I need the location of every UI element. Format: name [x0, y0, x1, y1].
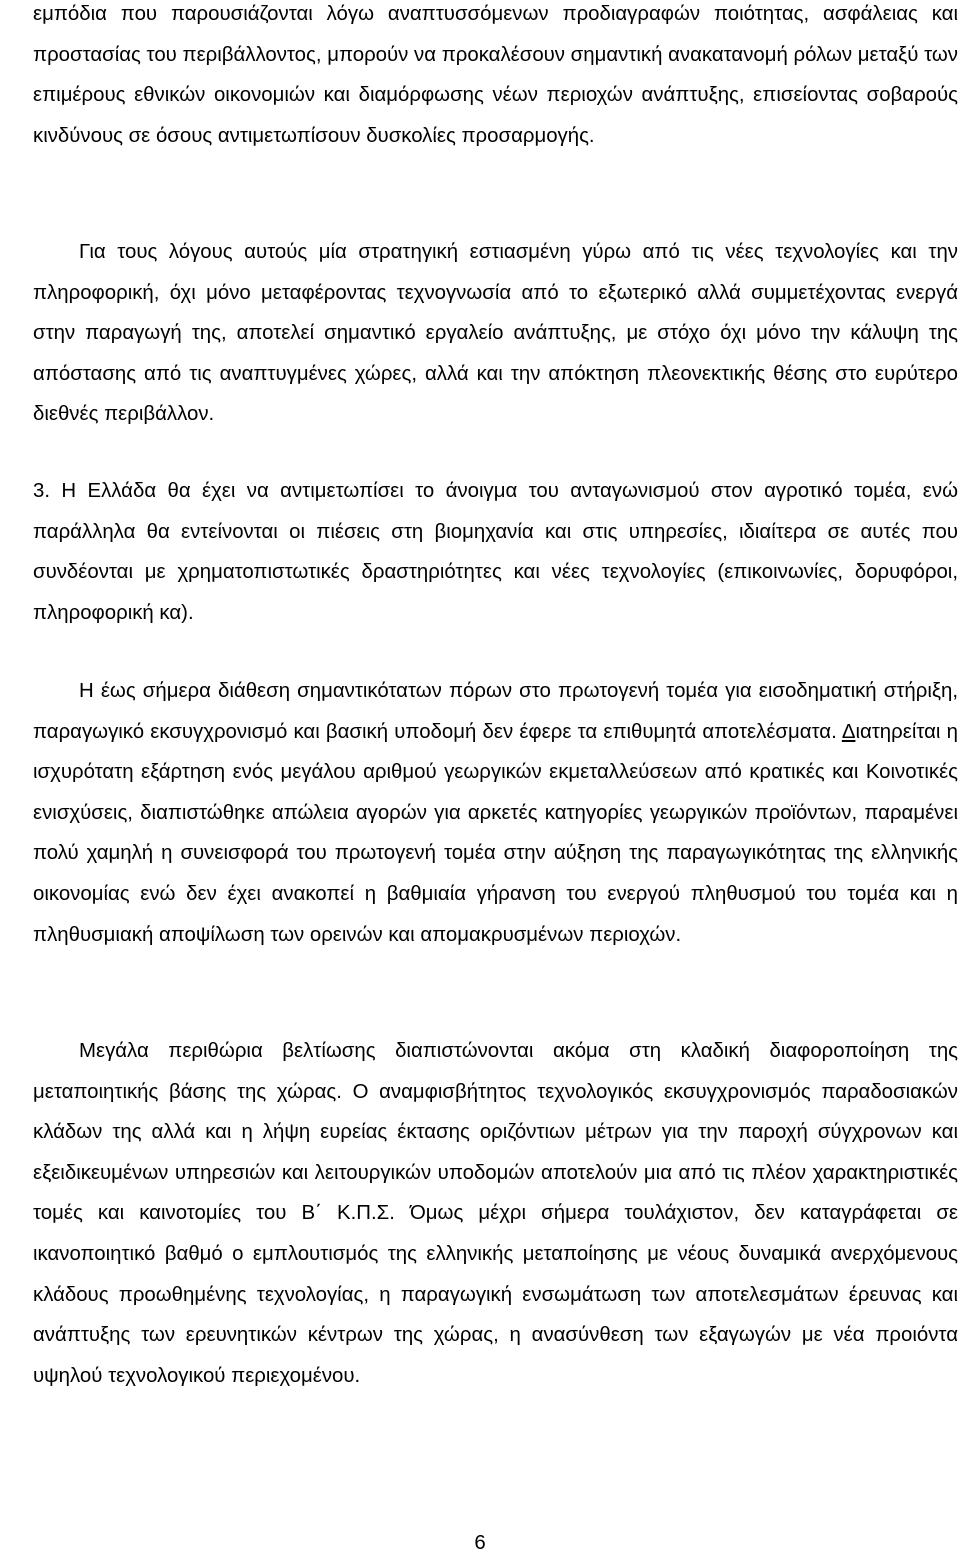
paragraph-primary-sector: [33, 671, 958, 955]
paragraph-manufacturing: Μεγάλα περιθώρια βελτίωσης διαπιστώνονται ακόμα στη κλαδική διαφοροποίηση της μεταποιητικής βάσης της χώρας. Ο αναμφισβήτητος τεχνολογικός εκσυγχρονισμός παραδοσιακών κλάδων της αλλά και η λήψη ευρείας έκτασης οριζόντιων μέτρων για την παροχή σύγχρονων και εξειδικευμένων υπηρεσιών και λειτουργικών υποδομών αποτελούν μια από τις πλέον χαρακτηριστικές τομές και καινοτομίες του Β΄ Κ.Π.Σ. Όμως μέχρι σήμερα τουλάχιστον, δεν καταγράφεται σε ικανοποιητικό βαθμό ο εμπλουτισμός της ελληνικής μεταποίησης με νέους δυναμικά ανερχόμενους κλάδους προωθημένης τεχνολογίας, η παραγωγική ενσωμάτωση των αποτελεσμάτων έρευνας και ανάπτυξης των ερευνητικών κέντρων της χώρας, η ανασύνθεση των εξαγωγών με νέα προιόντα υψηλού τεχνολογικού περιεχομένου.: [33, 1040, 958, 1387]
underlined-letter: Δ: [841, 720, 856, 743]
paragraph-primary-sector-text-before: Η έως σήμερα διάθεση σημαντικότατων πόρων στο πρωτογενή τομέα για εισοδηματική στήριξη, παραγωγικό εκσυγχρονισμό και βασική υποδομή δεν έφερε τα επιθυμητά αποτελέσματα.: [33, 680, 958, 743]
page-number: 6: [474, 1532, 486, 1554]
paragraph-technology-strategy: Για τους λόγους αυτούς μία στρατηγική εστιασμένη γύρω από τις νέες τεχνολογίες και την πληροφορική, όχι μόνο μεταφέροντας τεχνογνωσία από το εξωτερικό αλλά συμμετέχοντας ενεργά στην παραγωγή της, αποτελεί σημαντικό εργαλείο ανάπτυξης, με στόχο όχι μόνο την κάλυψη της απόστασης από τις αναπτυγμένες χώρες, αλλά και την απόκτηση πλεονεκτικής θέσης στο ευρύτερο διεθνές περιβάλλον.: [33, 241, 958, 426]
paragraph-point-3: 3. Η Ελλάδα θα έχει να αντιμετωπίσει το άνοιγμα του ανταγωνισμού στον αγροτικό τομέα, ενώ παράλληλα θα εντείνονται οι πιέσεις στη βιομηχανία και στις υπηρεσίες, ιδιαίτερα σε αυτές που συνδέονται με χρηματοπιστωτικές δραστηριότητες και νέες τεχνολογίες (επικοινωνίες, δορυφόροι, πληροφορική κα).: [33, 480, 958, 624]
paragraph-continuation: εμπόδια που παρουσιάζονται λόγω αναπτυσσόμενων προδιαγραφών ποιότητας, ασφάλειας και προστασίας του περιβάλλοντος, μπορούν να προκαλέσουν σημαντική ανακατανομή ρόλων μεταξύ των επιμέρους εθνικών οικονομιών και διαμόρφωσης νέων περιοχών ανάπτυξης, επισείοντας σοβαρούς κινδύνους σε όσους αντιμετωπίσουν δυσκολίες προσαρμογής.: [33, 3, 958, 147]
paragraph-primary-sector-text-after: ιατηρείται η ισχυρότατη εξάρτηση ενός μεγάλου αριθμού γεωργικών εκμεταλλεύσεων από κρατικές και Κοινοτικές ενισχύσεις, διαπιστώθηκε απώλεια αγορών για αρκετές κατηγορίες γεωργικών προϊόντων, παραμένει πολύ χαμηλή η συνεισφορά του πρωτογενή τομέα στην αύξηση της παραγωγικότητας της ελληνικής οικονομίας ενώ δεν έχει ανακοπεί η βαθμιαία γήρανση του ενεργού πληθυσμού του τομέα και η πληθυσμιακή αποψίλωση των ορεινών και απομακρυσμένων περιοχών.: [33, 720, 958, 946]
